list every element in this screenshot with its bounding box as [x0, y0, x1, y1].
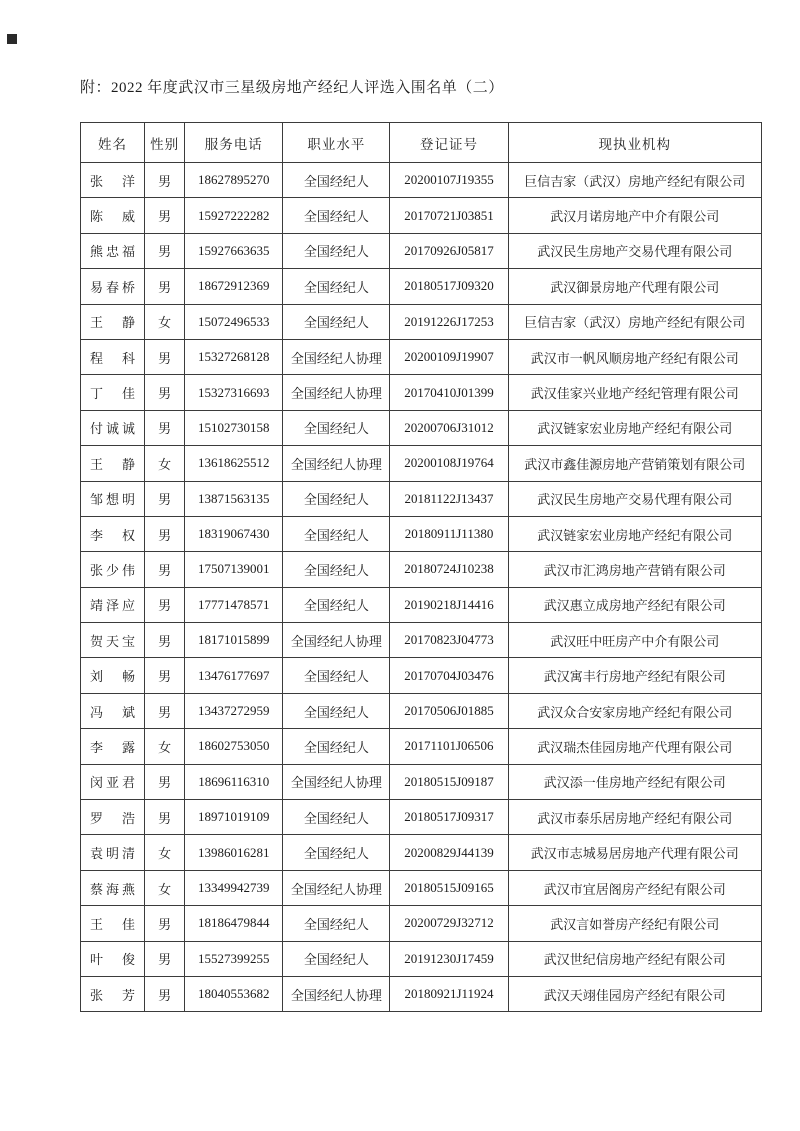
cert-cell: 20180515J09187 [390, 764, 508, 799]
gender-cell: 男 [145, 552, 185, 587]
cert-cell: 20181122J13437 [390, 481, 508, 516]
person-name: 闵亚君 [90, 775, 136, 791]
phone-cell: 18971019109 [185, 800, 283, 835]
phone-cell: 18602753050 [185, 729, 283, 764]
name-cell [81, 163, 145, 198]
name-cell [81, 941, 145, 976]
header-level: 职业水平 [283, 123, 390, 163]
company-cell: 巨信吉家（武汉）房地产经纪有限公司 [508, 163, 761, 198]
gender-cell: 男 [145, 198, 185, 233]
gender-cell: 男 [145, 976, 185, 1011]
level-cell: 全国经纪人 [283, 410, 390, 445]
table-row [81, 163, 762, 198]
gender-cell: 男 [145, 233, 185, 268]
table-row [81, 269, 762, 304]
phone-cell: 13476177697 [185, 658, 283, 693]
cert-cell: 20200729J32712 [390, 906, 508, 941]
level-cell: 全国经纪人 [283, 269, 390, 304]
company-cell: 武汉链家宏业房地产经纪有限公司 [508, 410, 761, 445]
gender-cell: 女 [145, 870, 185, 905]
level-cell: 全国经纪人 [283, 693, 390, 728]
table-row [81, 375, 762, 410]
name-cell [81, 552, 145, 587]
gender-cell: 男 [145, 587, 185, 622]
cert-cell: 20191226J17253 [390, 304, 508, 339]
phone-cell: 18627895270 [185, 163, 283, 198]
cert-cell: 20170823J04773 [390, 623, 508, 658]
gender-cell: 男 [145, 481, 185, 516]
table-row [81, 976, 762, 1011]
phone-cell: 18319067430 [185, 516, 283, 551]
cert-cell: 20200706J31012 [390, 410, 508, 445]
person-name: 张少伟 [90, 562, 136, 578]
phone-cell: 15927663635 [185, 233, 283, 268]
table-row [81, 587, 762, 622]
phone-cell: 18696116310 [185, 764, 283, 799]
table-row [81, 198, 762, 233]
name-cell [81, 516, 145, 551]
table-row [81, 800, 762, 835]
company-cell: 武汉世纪信房地产经纪有限公司 [508, 941, 761, 976]
person-name: 李露 [90, 739, 136, 755]
person-name: 罗浩 [90, 810, 136, 826]
person-name: 袁明清 [90, 846, 136, 862]
cert-cell: 20180911J11380 [390, 516, 508, 551]
table-row [81, 764, 762, 799]
name-cell [81, 658, 145, 693]
gender-cell: 男 [145, 906, 185, 941]
phone-cell: 15072496533 [185, 304, 283, 339]
phone-cell: 15927222282 [185, 198, 283, 233]
phone-cell: 15527399255 [185, 941, 283, 976]
name-cell [81, 339, 145, 374]
level-cell: 全国经纪人 [283, 481, 390, 516]
gender-cell: 男 [145, 269, 185, 304]
cert-cell: 20170926J05817 [390, 233, 508, 268]
table-row [81, 552, 762, 587]
gender-cell: 男 [145, 375, 185, 410]
name-cell [81, 446, 145, 481]
name-cell [81, 693, 145, 728]
name-cell [81, 198, 145, 233]
person-name: 刘畅 [90, 669, 136, 685]
cert-cell: 20191230J17459 [390, 941, 508, 976]
company-cell: 武汉瑞杰佳园房地产代理有限公司 [508, 729, 761, 764]
name-cell [81, 233, 145, 268]
header-company: 现执业机构 [508, 123, 761, 163]
name-cell [81, 835, 145, 870]
phone-cell: 18171015899 [185, 623, 283, 658]
phone-cell: 13349942739 [185, 870, 283, 905]
person-name: 靖泽应 [90, 598, 136, 614]
table-header-row [81, 123, 762, 163]
person-name: 易春桥 [90, 279, 136, 295]
level-cell: 全国经纪人 [283, 906, 390, 941]
person-name: 张芳 [90, 987, 136, 1003]
table-row [81, 623, 762, 658]
name-cell [81, 870, 145, 905]
name-cell [81, 304, 145, 339]
cert-cell: 20200108J19764 [390, 446, 508, 481]
cert-cell: 20200829J44139 [390, 835, 508, 870]
gender-cell: 男 [145, 339, 185, 374]
company-cell: 武汉寓丰行房地产经纪有限公司 [508, 658, 761, 693]
level-cell: 全国经纪人协理 [283, 870, 390, 905]
person-name: 王静 [90, 456, 136, 472]
table-row [81, 516, 762, 551]
level-cell: 全国经纪人协理 [283, 976, 390, 1011]
level-cell: 全国经纪人 [283, 233, 390, 268]
phone-cell: 15327268128 [185, 339, 283, 374]
gender-cell: 男 [145, 800, 185, 835]
table-row [81, 693, 762, 728]
person-name: 陈威 [90, 209, 136, 225]
level-cell: 全国经纪人 [283, 552, 390, 587]
gender-cell: 女 [145, 729, 185, 764]
gender-cell: 男 [145, 693, 185, 728]
page-title: 附：2022 年度武汉市三星级房地产经纪人评选入围名单（二） [80, 80, 504, 96]
person-name: 熊忠福 [90, 244, 136, 260]
cert-cell: 20180724J10238 [390, 552, 508, 587]
person-name: 李权 [90, 527, 136, 543]
name-cell [81, 800, 145, 835]
level-cell: 全国经纪人 [283, 163, 390, 198]
gender-cell: 男 [145, 764, 185, 799]
table-row [81, 339, 762, 374]
gender-cell: 男 [145, 163, 185, 198]
cert-cell: 20200107J19355 [390, 163, 508, 198]
table-row [81, 658, 762, 693]
phone-cell: 13986016281 [185, 835, 283, 870]
name-cell [81, 481, 145, 516]
cert-cell: 20180517J09317 [390, 800, 508, 835]
name-cell [81, 623, 145, 658]
cert-cell: 20200109J19907 [390, 339, 508, 374]
cert-cell: 20170506J01885 [390, 693, 508, 728]
table-row [81, 835, 762, 870]
phone-cell: 18672912369 [185, 269, 283, 304]
person-name: 付诚诚 [90, 421, 136, 437]
company-cell: 武汉市宜居阁房产经纪有限公司 [508, 870, 761, 905]
level-cell: 全国经纪人 [283, 941, 390, 976]
company-cell: 武汉旺中旺房产中介有限公司 [508, 623, 761, 658]
phone-cell: 18186479844 [185, 906, 283, 941]
name-cell [81, 976, 145, 1011]
table-row [81, 304, 762, 339]
person-name: 邹想明 [90, 492, 136, 508]
cert-cell: 20180515J09165 [390, 870, 508, 905]
table-row [81, 729, 762, 764]
name-cell [81, 587, 145, 622]
company-cell: 武汉众合安家房地产经纪有限公司 [508, 693, 761, 728]
level-cell: 全国经纪人协理 [283, 623, 390, 658]
company-cell: 武汉添一佳房地产经纪有限公司 [508, 764, 761, 799]
company-cell: 武汉民生房地产交易代理有限公司 [508, 481, 761, 516]
level-cell: 全国经纪人 [283, 516, 390, 551]
table-row [81, 941, 762, 976]
level-cell: 全国经纪人 [283, 304, 390, 339]
level-cell: 全国经纪人协理 [283, 446, 390, 481]
company-cell: 武汉市泰乐居房地产经纪有限公司 [508, 800, 761, 835]
level-cell: 全国经纪人 [283, 835, 390, 870]
name-cell [81, 729, 145, 764]
level-cell: 全国经纪人协理 [283, 339, 390, 374]
cert-cell: 20190218J14416 [390, 587, 508, 622]
header-cert: 登记证号 [390, 123, 508, 163]
person-name: 蔡海燕 [90, 881, 136, 897]
gender-cell: 男 [145, 516, 185, 551]
table-row [81, 481, 762, 516]
company-cell: 巨信吉家（武汉）房地产经纪有限公司 [508, 304, 761, 339]
phone-cell: 13618625512 [185, 446, 283, 481]
person-name: 张洋 [90, 173, 136, 189]
broker-roster-table [80, 122, 762, 1012]
gender-cell: 女 [145, 446, 185, 481]
cert-cell: 20170721J03851 [390, 198, 508, 233]
company-cell: 武汉月诺房地产中介有限公司 [508, 198, 761, 233]
cert-cell: 20170410J01399 [390, 375, 508, 410]
person-name: 王静 [90, 315, 136, 331]
header-phone: 服务电话 [185, 123, 283, 163]
level-cell: 全国经纪人 [283, 729, 390, 764]
phone-cell: 17771478571 [185, 587, 283, 622]
company-cell: 武汉市一帆风顺房地产经纪有限公司 [508, 339, 761, 374]
company-cell: 武汉言如誉房产经纪有限公司 [508, 906, 761, 941]
company-cell: 武汉市汇鸿房地产营销有限公司 [508, 552, 761, 587]
scan-artifact-mark [7, 34, 17, 44]
name-cell [81, 410, 145, 445]
header-gender: 性别 [145, 123, 185, 163]
person-name: 叶俊 [90, 952, 136, 968]
person-name: 王佳 [90, 916, 136, 932]
level-cell: 全国经纪人 [283, 658, 390, 693]
company-cell: 武汉市志城易居房地产代理有限公司 [508, 835, 761, 870]
phone-cell: 17507139001 [185, 552, 283, 587]
name-cell [81, 906, 145, 941]
company-cell: 武汉天翊佳园房产经纪有限公司 [508, 976, 761, 1011]
header-name: 姓名 [81, 123, 145, 163]
gender-cell: 男 [145, 941, 185, 976]
person-name: 丁佳 [90, 386, 136, 402]
company-cell: 武汉链家宏业房地产经纪有限公司 [508, 516, 761, 551]
level-cell: 全国经纪人协理 [283, 375, 390, 410]
table-row [81, 410, 762, 445]
level-cell: 全国经纪人协理 [283, 764, 390, 799]
level-cell: 全国经纪人 [283, 800, 390, 835]
phone-cell: 13437272959 [185, 693, 283, 728]
gender-cell: 男 [145, 623, 185, 658]
table-row [81, 870, 762, 905]
phone-cell: 15102730158 [185, 410, 283, 445]
name-cell [81, 269, 145, 304]
cert-cell: 20171101J06506 [390, 729, 508, 764]
cert-cell: 20180517J09320 [390, 269, 508, 304]
gender-cell: 女 [145, 304, 185, 339]
person-name: 冯斌 [90, 704, 136, 720]
company-cell: 武汉市鑫佳源房地产营销策划有限公司 [508, 446, 761, 481]
level-cell: 全国经纪人 [283, 198, 390, 233]
phone-cell: 15327316693 [185, 375, 283, 410]
company-cell: 武汉佳家兴业地产经纪管理有限公司 [508, 375, 761, 410]
name-cell [81, 375, 145, 410]
cert-cell: 20170704J03476 [390, 658, 508, 693]
phone-cell: 18040553682 [185, 976, 283, 1011]
phone-cell: 13871563135 [185, 481, 283, 516]
table-row [81, 906, 762, 941]
table-row [81, 446, 762, 481]
gender-cell: 男 [145, 658, 185, 693]
level-cell: 全国经纪人 [283, 587, 390, 622]
table-body [81, 163, 762, 1012]
person-name: 程科 [90, 350, 136, 366]
company-cell: 武汉御景房地产代理有限公司 [508, 269, 761, 304]
name-cell [81, 764, 145, 799]
cert-cell: 20180921J11924 [390, 976, 508, 1011]
gender-cell: 男 [145, 410, 185, 445]
gender-cell: 女 [145, 835, 185, 870]
person-name: 贺天宝 [90, 633, 136, 649]
company-cell: 武汉惠立成房地产经纪有限公司 [508, 587, 761, 622]
table-row [81, 233, 762, 268]
company-cell: 武汉民生房地产交易代理有限公司 [508, 233, 761, 268]
